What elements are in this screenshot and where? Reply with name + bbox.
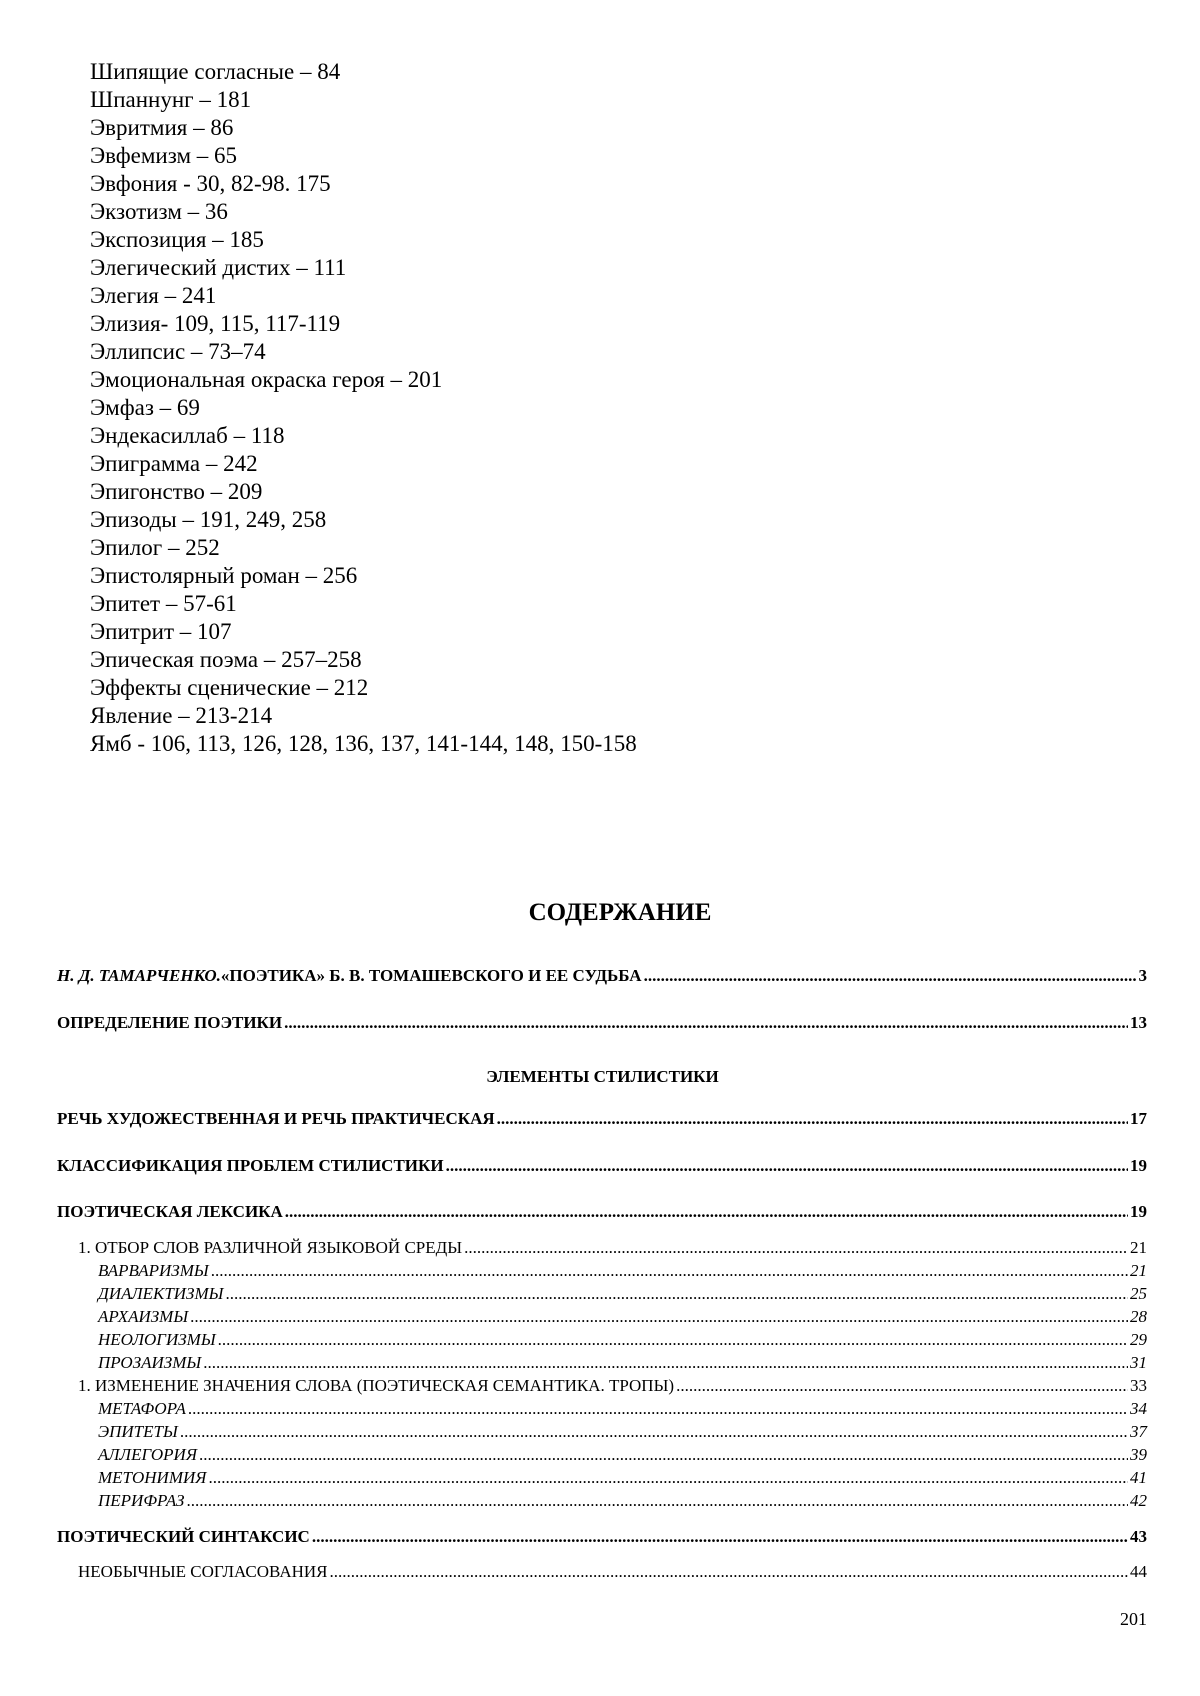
toc-entry-selection[interactable] [78,1238,1147,1258]
toc-entry-title: НЕОЛОГИЗМЫ [98,1330,216,1349]
toc-page-number: 3 [1138,966,1147,985]
index-entry: Эвфемизм – 65 [90,143,238,168]
toc-entry-speech[interactable] [57,1109,1147,1129]
toc-entry-periphrasis[interactable] [98,1491,1147,1511]
leader-dots [208,1468,1128,1488]
leader-dots [312,1527,1128,1547]
toc-entry-title: АРХАИЗМЫ [98,1307,189,1326]
toc-entry-title: ЭПИТЕТЫ [98,1422,178,1441]
toc-entry-title: ПРОЗАИЗМЫ [98,1353,202,1372]
toc-entry-epithets[interactable] [98,1422,1147,1442]
index-entry: Явление – 213-214 [90,703,273,728]
index-entry: Эпитрит – 107 [90,619,232,644]
toc-entry-metonymy[interactable] [98,1468,1147,1488]
toc-entry-title: «ПОЭТИКА» Б. В. ТОМАШЕВСКОГО И ЕЕ СУДЬБА [220,966,642,985]
toc-page-number: 28 [1130,1307,1147,1326]
toc-entry-meaning-change[interactable] [78,1376,1147,1396]
leader-dots [188,1399,1128,1419]
contents-title: СОДЕРЖАНИЕ [528,899,712,926]
toc-page-number: 41 [1130,1468,1147,1487]
toc-page-number: 42 [1130,1491,1147,1510]
index-entry: Эвфония - 30, 82-98. 175 [90,171,331,196]
index-entry: Эпитет – 57-61 [90,591,237,616]
index-entry: Эпическая поэма – 257–258 [90,647,362,672]
leader-dots [180,1422,1128,1442]
toc-entry-title: МЕТОНИМИЯ [98,1468,207,1487]
index-entry: Эффекты сценические – 212 [90,675,369,700]
leader-dots [203,1353,1128,1373]
index-entry: Элизия- 109, 115, 117-119 [90,311,341,336]
index-entry: Элегический дистих – 111 [90,255,347,280]
toc-page-number: 34 [1130,1399,1147,1418]
index-entry: Эпизоды – 191, 249, 258 [90,507,327,532]
toc-page-number: 19 [1130,1156,1147,1175]
toc-entry-lexicon[interactable] [57,1202,1147,1222]
leader-dots [225,1284,1128,1304]
toc-entry-author: Н. Д. ТАМАРЧЕНКО. [57,966,221,985]
toc-page-number: 17 [1130,1109,1147,1128]
index-entry: Эпистолярный роман – 256 [90,563,358,588]
toc-page-number: 33 [1130,1376,1147,1395]
toc-entry-title: ПОЭТИЧЕСКИЙ СИНТАКСИС [57,1527,310,1546]
index-entry: Элегия – 241 [90,283,217,308]
toc-entry-classification[interactable] [57,1156,1147,1176]
leader-dots [464,1238,1128,1258]
toc-entry-title: МЕТАФОРА [98,1399,186,1418]
toc-entry-archaisms[interactable] [98,1307,1147,1327]
toc-entry-barbarisms[interactable] [98,1261,1147,1281]
toc-entry-neologisms[interactable] [98,1330,1147,1350]
toc-entry-title: РЕЧЬ ХУДОЖЕСТВЕННАЯ И РЕЧЬ ПРАКТИЧЕСКАЯ [57,1109,495,1128]
section-heading: ЭЛЕМЕНТЫ СТИЛИСТИКИ [486,1067,719,1086]
toc-page-number: 19 [1130,1202,1147,1221]
toc-page-number: 31 [1130,1353,1147,1372]
toc-entry-title: ДИАЛЕКТИЗМЫ [98,1284,224,1303]
toc-page-number: 43 [1130,1527,1147,1546]
index-entry: Шпаннунг – 181 [90,87,252,112]
toc-entry-title: НЕОБЫЧНЫЕ СОГЛАСОВАНИЯ [78,1562,328,1581]
toc-page-number: 29 [1130,1330,1147,1349]
toc-entry-agreements[interactable] [78,1562,1147,1582]
index-entry: Эллипсис – 73–74 [90,339,266,364]
toc-entry-title: ОПРЕДЕЛЕНИЕ ПОЭТИКИ [57,1013,283,1032]
index-entry: Шипящие согласные – 84 [90,59,341,84]
toc-entry-prosaisms[interactable] [98,1353,1147,1373]
toc-entry-title: ПЕРИФРАЗ [98,1491,185,1510]
index-entry: Эпилог – 252 [90,535,220,560]
leader-dots [284,1013,1128,1033]
toc-entry-allegory[interactable] [98,1445,1147,1465]
toc-entry-title: 1. ИЗМЕНЕНИЕ ЗНАЧЕНИЯ СЛОВА (ПОЭТИЧЕСКАЯ СЕМАНТИКА. ТРОПЫ) [78,1376,675,1395]
toc-entry-title: АЛЛЕГОРИЯ [98,1445,198,1464]
leader-dots [186,1491,1128,1511]
toc-entry-intro[interactable] [57,966,1147,986]
toc-page-number: 25 [1130,1284,1147,1303]
leader-dots [285,1202,1128,1222]
toc-entry-dialectisms[interactable] [98,1284,1147,1304]
toc-page-number: 21 [1130,1238,1147,1257]
leader-dots [190,1307,1128,1327]
leader-dots [446,1156,1128,1176]
subject-index [90,58,1090,758]
index-entry: Эндекасиллаб – 118 [90,423,285,448]
index-entry: Эпигонство – 209 [90,479,263,504]
toc-entry-title: КЛАССИФИКАЦИЯ ПРОБЛЕМ СТИЛИСТИКИ [57,1156,444,1175]
toc-page-number: 13 [1130,1013,1147,1032]
leader-dots [211,1261,1128,1281]
leader-dots [330,1562,1129,1582]
toc-entry-title: ПОЭТИЧЕСКАЯ ЛЕКСИКА [57,1202,283,1221]
index-entry: Эпиграмма – 242 [90,451,258,476]
index-entry: Эмфаз – 69 [90,395,200,420]
index-entry: Экспозиция – 185 [90,227,264,252]
leader-dots [218,1330,1128,1350]
leader-dots [676,1376,1128,1396]
index-entry: Эмоциональная окраска героя – 201 [90,367,443,392]
toc-page-number: 39 [1130,1445,1147,1464]
index-entry: Эвритмия – 86 [90,115,234,140]
leader-dots [644,966,1137,986]
toc-entry-syntax[interactable] [57,1527,1147,1547]
toc-page-number: 44 [1130,1562,1147,1581]
leader-dots [497,1109,1128,1129]
leader-dots [199,1445,1128,1465]
toc-entry-title: ВАРВАРИЗМЫ [98,1261,209,1280]
index-entry: Экзотизм – 36 [90,199,228,224]
toc-page-number: 21 [1130,1261,1147,1280]
toc-entry-definition[interactable] [57,1013,1147,1033]
toc-entry-metaphor[interactable] [98,1399,1147,1419]
index-entry: Ямб - 106, 113, 126, 128, 136, 137, 141-144, 148, 150-158 [90,731,637,756]
toc-page-number: 37 [1130,1422,1147,1441]
toc-entry-title: 1. ОТБОР СЛОВ РАЗЛИЧНОЙ ЯЗЫКОВОЙ СРЕДЫ [78,1238,463,1257]
page-number: 201 [1120,1609,1147,1629]
